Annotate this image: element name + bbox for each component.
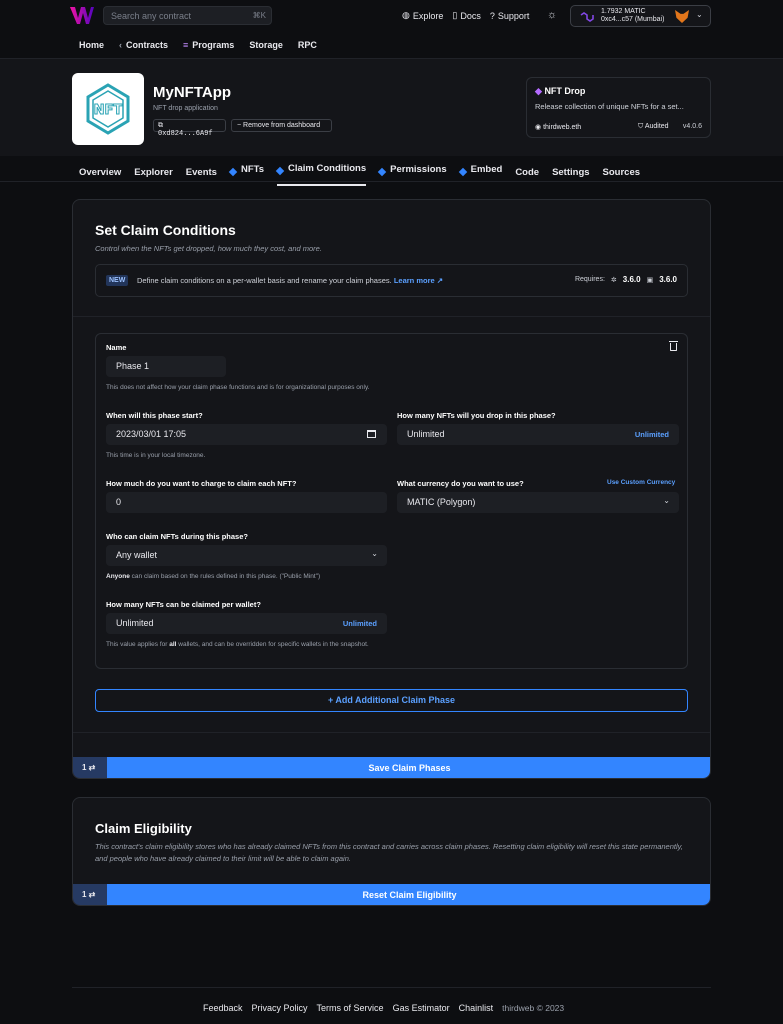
contract-logo <box>72 73 144 145</box>
tab-permissions-label: Permissions <box>390 164 447 175</box>
card-title: NFT Drop <box>544 86 586 96</box>
sdk-icon: ▣ <box>646 276 654 284</box>
per-wallet-help: This value applies for <box>106 641 168 648</box>
chevron-down-icon: ⌄ <box>371 549 378 558</box>
tab-settings[interactable]: Settings <box>552 166 590 178</box>
help-icon: ? <box>489 10 495 21</box>
per-wallet-unlimited-button[interactable]: Unlimited <box>342 619 377 628</box>
price-input[interactable]: 0 <box>106 492 387 513</box>
contract-tabs <box>79 163 640 186</box>
nav-storage[interactable]: Storage <box>249 40 283 50</box>
tab-sources[interactable]: Sources <box>602 166 641 178</box>
drop-quantity-value: Unlimited <box>407 429 445 439</box>
minus-icon: − <box>237 122 242 129</box>
nav-programs[interactable] <box>183 40 234 50</box>
claim-phase-card <box>95 333 688 669</box>
contract-description: NFT drop application <box>153 105 218 112</box>
footer-terms-link[interactable]: Terms of Service <box>316 1003 384 1013</box>
currency-select[interactable] <box>397 492 679 513</box>
tab-claim-conditions[interactable] <box>277 163 366 186</box>
search-input[interactable] <box>103 6 272 25</box>
nav-programs-label: Programs <box>192 40 235 50</box>
name-label: Name <box>106 343 127 352</box>
svg-text:NFT: NFT <box>93 103 123 118</box>
tab-code[interactable]: Code <box>515 166 540 178</box>
chevron-down-icon: ⌄ <box>696 10 703 19</box>
programs-icon: ≡ <box>183 40 189 50</box>
remove-label: Remove from dashboard <box>243 122 321 129</box>
tab-permissions[interactable] <box>379 163 447 186</box>
nav-rpc[interactable]: RPC <box>297 40 317 50</box>
contracts-icon: ‹ <box>119 40 123 50</box>
transaction-count-badge: 1 ⇄ <box>73 884 107 906</box>
tab-nfts[interactable] <box>230 163 264 186</box>
support-link[interactable] <box>490 11 530 21</box>
copy-address-button[interactable] <box>153 119 226 138</box>
per-wallet-input[interactable] <box>106 613 387 634</box>
shield-icon: ⛉ <box>638 123 644 130</box>
search-placeholder: Search any contract <box>111 11 192 21</box>
who-can-claim-select[interactable] <box>106 545 387 566</box>
use-custom-currency-link[interactable]: Use Custom Currency <box>607 479 676 486</box>
section-subtitle: Control when the NFTs get dropped, how much they cost, and more. <box>95 244 322 253</box>
search-shortcut: ⌘K <box>252 11 266 20</box>
chevron-down-icon: ⌄ <box>663 496 670 505</box>
section-title: Set Claim Conditions <box>95 222 236 238</box>
remove-from-dashboard-button[interactable] <box>231 119 332 132</box>
drop-label: How many NFTs will you drop in this phase? <box>397 411 556 420</box>
tab-events[interactable]: Events <box>185 166 217 178</box>
explore-link[interactable] <box>402 10 443 21</box>
currency-value: MATIC (Polygon) <box>407 497 476 507</box>
per-wallet-value: Unlimited <box>116 618 154 628</box>
reset-claim-eligibility-button[interactable]: Reset Claim Eligibility <box>107 884 711 906</box>
document-icon: ▯ <box>452 10 458 20</box>
divider <box>0 181 783 182</box>
claim-eligibility-panel <box>72 797 711 906</box>
drop-icon: ◆ <box>535 86 542 96</box>
start-help: This time is in your local timezone. <box>106 452 206 459</box>
card-version: v4.0.6 <box>682 123 702 130</box>
drop-unlimited-button[interactable]: Unlimited <box>634 430 669 439</box>
per-wallet-help: wallets, and can be overridden for specific wallets in the snapshot. <box>178 641 369 648</box>
per-wallet-help-bold: all <box>169 641 177 648</box>
learn-more-link[interactable]: Learn more ↗ <box>393 276 444 285</box>
polygon-icon <box>580 11 594 23</box>
required-version: 3.6.0 <box>622 275 641 284</box>
section-title: Claim Eligibility <box>95 821 192 836</box>
save-bar <box>73 757 711 779</box>
thirdweb-logo[interactable] <box>70 7 94 24</box>
trash-icon[interactable] <box>670 343 677 351</box>
gear-icon: ✲ <box>610 276 617 284</box>
globe-icon: ◍ <box>402 10 410 20</box>
nav-home[interactable]: Home <box>79 40 105 50</box>
wallet-button[interactable] <box>570 5 711 27</box>
drop-quantity-input[interactable] <box>397 424 679 445</box>
card-description: Release collection of unique NFTs for a set... <box>535 102 684 111</box>
diamond-icon <box>458 168 466 176</box>
diamond-icon <box>229 168 237 176</box>
footer-chainlist-link[interactable]: Chainlist <box>458 1003 494 1013</box>
contract-type-card[interactable] <box>526 77 711 138</box>
publisher-avatar-icon: ◉ <box>535 124 542 131</box>
docs-label: Docs <box>460 10 481 21</box>
main-nav <box>79 40 317 50</box>
contract-address: 0xd824...6A9f <box>158 130 213 138</box>
reset-bar <box>73 884 711 906</box>
banner-text: Define claim conditions on a per-wallet basis and rename your claim phases. <box>137 276 392 285</box>
new-feature-banner <box>95 264 688 297</box>
start-date-input[interactable] <box>106 424 387 445</box>
save-claim-phases-button[interactable]: Save Claim Phases <box>107 757 711 779</box>
divider <box>73 316 711 317</box>
metamask-icon <box>675 10 689 23</box>
tab-embed[interactable] <box>460 163 503 186</box>
docs-link[interactable] <box>452 10 480 21</box>
who-help: can claim based on the rules defined in this phase. ("Public Mint") <box>131 573 321 580</box>
copy-icon: ⧉ <box>158 122 163 130</box>
wallet-balance: 1.7932 MATIC <box>601 8 646 15</box>
card-publisher: thirdweb.eth <box>543 124 582 131</box>
start-date-value: 2023/03/01 17:05 <box>116 429 187 439</box>
tab-overview[interactable]: Overview <box>79 166 122 178</box>
per-wallet-label: How many NFTs can be claimed per wallet? <box>106 600 261 609</box>
footer-feedback-link[interactable]: Feedback <box>203 1003 243 1013</box>
theme-toggle-sun-icon[interactable]: ☼ <box>547 9 558 21</box>
diamond-icon <box>378 168 386 176</box>
transaction-count-badge: 1 ⇄ <box>73 757 107 779</box>
support-label: Support <box>497 10 530 21</box>
footer-privacy-link[interactable]: Privacy Policy <box>251 1003 308 1013</box>
explore-label: Explore <box>412 10 444 21</box>
footer-gas-estimator-link[interactable]: Gas Estimator <box>392 1003 450 1013</box>
who-help-bold: Anyone <box>106 573 130 580</box>
name-help: This does not affect how your claim phase functions and is for organizational purposes only. <box>106 384 370 391</box>
nav-contracts[interactable] <box>119 40 168 50</box>
footer <box>203 1003 564 1013</box>
tab-embed-label: Embed <box>470 164 503 175</box>
tab-nfts-label: NFTs <box>240 164 264 175</box>
add-claim-phase-button[interactable]: + Add Additional Claim Phase <box>95 689 688 712</box>
new-badge: NEW <box>106 275 128 286</box>
requires-label: Requires: <box>574 276 605 283</box>
nav-contracts-label: Contracts <box>126 40 169 50</box>
calendar-icon[interactable] <box>367 430 376 438</box>
contract-name: MyNFTApp <box>153 84 232 101</box>
divider <box>73 732 711 733</box>
price-label: How much do you want to charge to claim each NFT? <box>106 479 297 488</box>
tab-claim-conditions-label: Claim Conditions <box>288 163 367 174</box>
copyright: thirdweb © 2023 <box>502 1003 565 1013</box>
who-value: Any wallet <box>116 550 158 560</box>
start-label: When will this phase start? <box>106 411 203 420</box>
section-description: This contract's claim eligibility stores who has already claimed NFTs from this contract and carries across claim phases. Resetting claim eligibility will reset this state permanently, and people who have already claimed to their limit will be able to claim again. <box>95 842 683 863</box>
card-audited: Audited <box>644 123 669 130</box>
wallet-address: 0xc4...c57 (Mumbai) <box>601 16 665 23</box>
currency-label: What currency do you want to use? <box>397 479 524 488</box>
top-bar <box>0 0 783 32</box>
tab-explorer[interactable]: Explorer <box>134 166 173 178</box>
divider <box>72 987 711 988</box>
phase-name-input[interactable]: Phase 1 <box>106 356 226 377</box>
required-version: 3.6.0 <box>659 275 677 284</box>
claim-conditions-panel <box>72 199 711 779</box>
nft-logo-icon <box>72 73 144 145</box>
who-label: Who can claim NFTs during this phase? <box>106 532 248 541</box>
diamond-icon <box>276 167 284 175</box>
